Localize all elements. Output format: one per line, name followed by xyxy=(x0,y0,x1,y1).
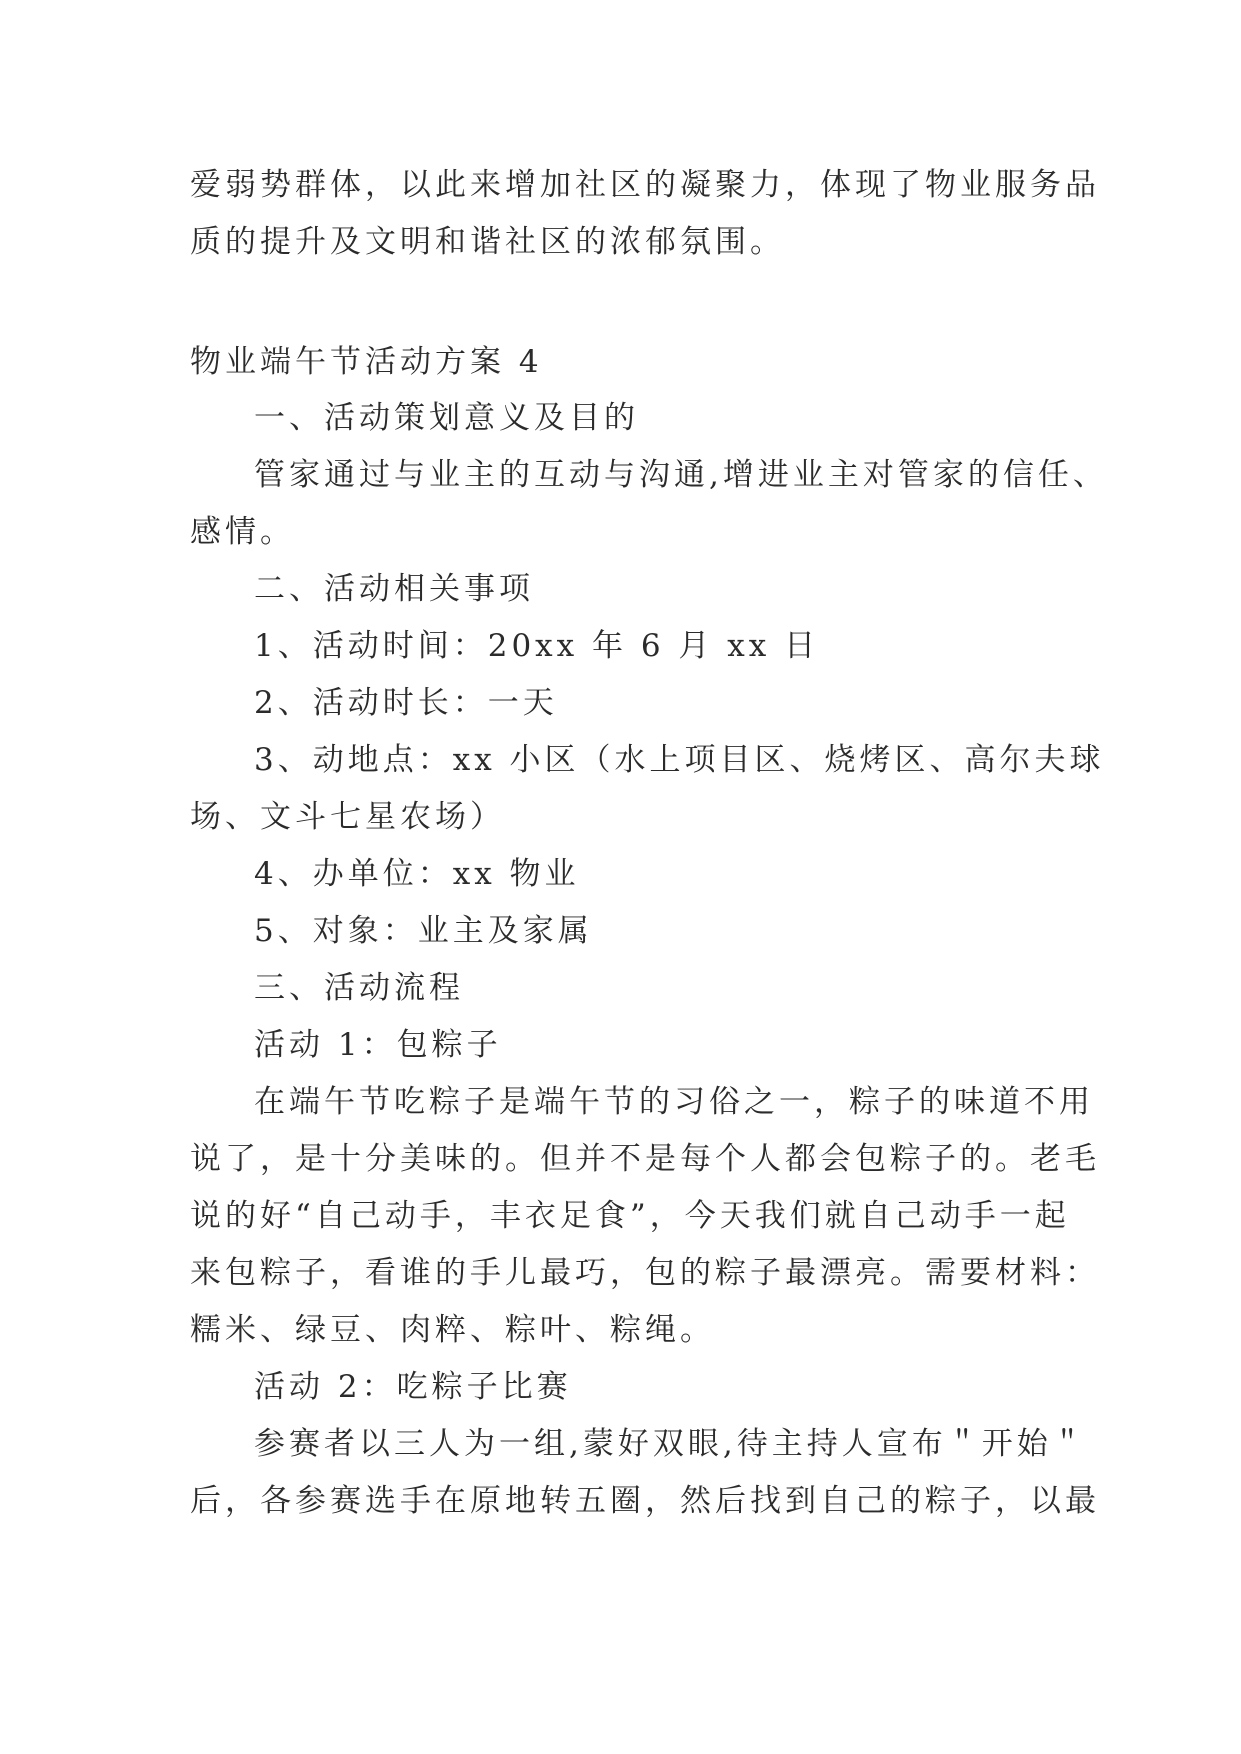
text-line: 说的好“自己动手，丰衣足食”，今天我们就自己动手一起 xyxy=(190,1198,1070,1234)
activity-title: 活动 2：吃粽子比赛 xyxy=(254,1369,572,1405)
text-line: 来包粽子，看谁的手儿最巧，包的粽子最漂亮。需要材料： xyxy=(190,1255,1100,1291)
list-item: 2、活动时长：一天 xyxy=(254,685,558,721)
text-line: 场、文斗七星农场） xyxy=(190,799,505,835)
heading-3: 三、活动流程 xyxy=(254,970,464,1006)
text-line: 感情。 xyxy=(190,514,295,550)
text-line: 参赛者以三人为一组,蒙好双眼,待主持人宣布＂开始＂ xyxy=(254,1426,1087,1462)
text-line: 质的提升及文明和谐社区的浓郁氛围。 xyxy=(190,224,785,260)
text-line: 爱弱势群体，以此来增加社区的凝聚力，体现了物业服务品 xyxy=(190,167,1100,203)
text-line: 糯米、绿豆、肉粹、粽叶、粽绳。 xyxy=(190,1312,715,1348)
text-line: 管家通过与业主的互动与沟通,增进业主对管家的信任、 xyxy=(254,457,1108,493)
heading-1: 一、活动策划意义及目的 xyxy=(254,400,639,436)
list-item: 4、办单位：xx 物业 xyxy=(254,856,580,892)
list-item: 5、对象：业主及家属 xyxy=(254,913,593,949)
text-line: 说了，是十分美味的。但并不是每个人都会包粽子的。老毛 xyxy=(190,1141,1100,1177)
heading-2: 二、活动相关事项 xyxy=(254,571,534,607)
text-line: 后，各参赛选手在原地转五圈，然后找到自己的粽子，以最 xyxy=(190,1483,1100,1519)
text-line: 在端午节吃粽子是端午节的习俗之一，粽子的味道不用 xyxy=(254,1084,1094,1120)
section-title: 物业端午节活动方案 4 xyxy=(190,344,543,380)
activity-title: 活动 1：包粽子 xyxy=(254,1027,502,1063)
list-item: 3、动地点：xx 小区（水上项目区、烧烤区、高尔夫球 xyxy=(254,742,1105,778)
list-item: 1、活动时间：20xx 年 6 月 xx 日 xyxy=(254,628,820,664)
